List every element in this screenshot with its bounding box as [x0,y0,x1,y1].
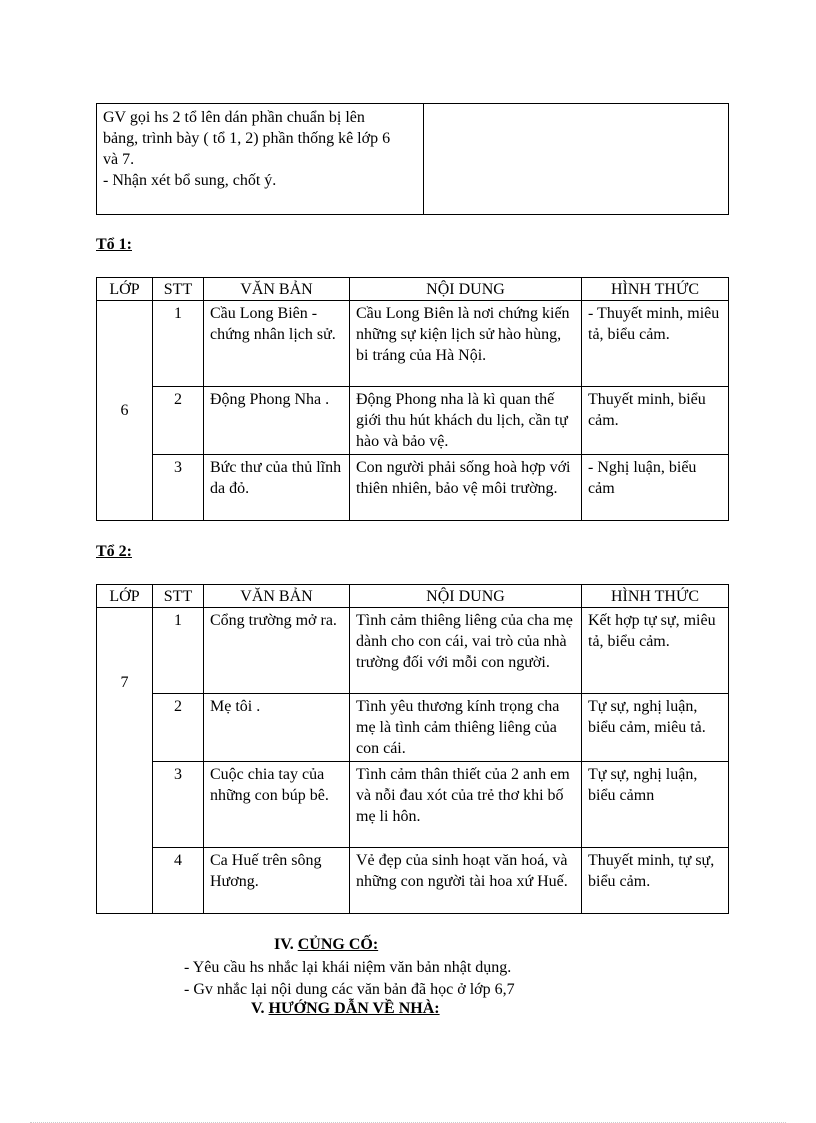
van-ban-cell: Cổng trường mở ra. [204,608,350,694]
header-hinh-thuc: HÌNH THỨC [582,585,729,608]
activity-instructions [97,104,424,215]
activity-line: và 7. [103,151,135,168]
hinh-thuc-cell: Tự sự, nghị luận, biểu cảmn [582,762,729,848]
table-row [97,387,729,455]
table-to1 [96,277,729,521]
section-number: V. [251,1000,265,1017]
stt-cell: 2 [153,387,204,455]
table-header-row [97,278,729,301]
noi-dung-cell: Vẻ đẹp của sinh hoạt văn hoá, và những con người tài hoa xứ Huế. [350,848,582,914]
cung-co-line: - Yêu cầu hs nhắc lại khái niệm văn bản nhật dụng. [184,959,512,976]
table-row [97,762,729,848]
table-row [97,608,729,694]
cung-co-line: - Gv nhắc lại nội dung các văn bản đã học ở lớp 6,7 [184,981,515,998]
section-heading-huong-dan [251,1000,440,1018]
van-ban-cell: Động Phong Nha . [204,387,350,455]
stt-cell: 3 [153,455,204,521]
header-lop: LỚP [97,278,153,301]
header-hinh-thuc: HÌNH THỨC [582,278,729,301]
hinh-thuc-cell: - Nghị luận, biểu cảm [582,455,729,521]
noi-dung-cell: Cầu Long Biên là nơi chứng kiến những sự kiện lịch sử hào hùng, bi tráng của Hà Nội. [350,301,582,387]
section-heading-to1: Tổ 1: [96,236,132,253]
activity-line: bảng, trình bày ( tổ 1, 2) phần thống kê lớp 6 [103,130,391,147]
van-ban-cell: Ca Huế trên sông Hương. [204,848,350,914]
van-ban-cell: Mẹ tôi . [204,694,350,762]
header-van-ban: VĂN BẢN [204,585,350,608]
stt-cell: 1 [153,608,204,694]
header-van-ban: VĂN BẢN [204,278,350,301]
activity-line: GV gọi hs 2 tổ lên dán phần chuẩn bị lên [103,109,365,126]
table-header-row [97,585,729,608]
activity-line: - Nhận xét bổ sung, chốt ý. [103,172,277,189]
stt-cell: 3 [153,762,204,848]
table-row [97,694,729,762]
section-title: CỦNG CỐ: [297,936,379,953]
section-heading-cung-co [274,936,378,954]
hinh-thuc-cell: - Thuyết minh, miêu tả, biểu cảm. [582,301,729,387]
table-row [97,455,729,521]
section-heading-to2: Tổ 2: [96,543,132,560]
hinh-thuc-cell: Thuyết minh, tự sự, biểu cảm. [582,848,729,914]
noi-dung-cell: Tình cảm thiêng liêng của cha mẹ dành cho con cái, vai trò của nhà trường đối với mỗi con người. [350,608,582,694]
table-row [97,301,729,387]
van-ban-cell: Bức thư của thủ lĩnh da đỏ. [204,455,350,521]
van-ban-cell: Cầu Long Biên - chứng nhân lịch sử. [204,301,350,387]
van-ban-cell: Cuộc chia tay của những con búp bê. [204,762,350,848]
noi-dung-cell: Động Phong nha là kì quan thế giới thu hút khách du lịch, cần tự hào và bảo vệ. [350,387,582,455]
grade-cell: 6 [97,301,153,521]
table-to2 [96,584,729,914]
activity-table [96,103,729,215]
hinh-thuc-cell: Thuyết minh, biểu cảm. [582,387,729,455]
noi-dung-cell: Con người phải sống hoà hợp với thiên nhiên, bảo vệ môi trường. [350,455,582,521]
section-title: HƯỚNG DẪN VỀ NHÀ: [268,1000,440,1017]
grade-value: 7 [120,674,129,691]
header-stt: STT [153,585,204,608]
table-row [97,848,729,914]
noi-dung-cell: Tình cảm thân thiết của 2 anh em và nỗi đau xót của trẻ thơ khi bố mẹ li hôn. [350,762,582,848]
stt-cell: 2 [153,694,204,762]
stt-cell: 4 [153,848,204,914]
header-noi-dung: NỘI DUNG [350,585,582,608]
hinh-thuc-cell: Tự sự, nghị luận, biểu cảm, miêu tả. [582,694,729,762]
noi-dung-cell: Tình yêu thương kính trọng cha mẹ là tình cảm thiêng liêng của con cái. [350,694,582,762]
header-lop: LỚP [97,585,153,608]
section-number: IV. [274,936,294,953]
activity-empty-cell [424,104,729,215]
stt-cell: 1 [153,301,204,387]
header-stt: STT [153,278,204,301]
hinh-thuc-cell: Kết hợp tự sự, miêu tả, biểu cảm. [582,608,729,694]
header-noi-dung: NỘI DUNG [350,278,582,301]
grade-cell [97,608,153,914]
